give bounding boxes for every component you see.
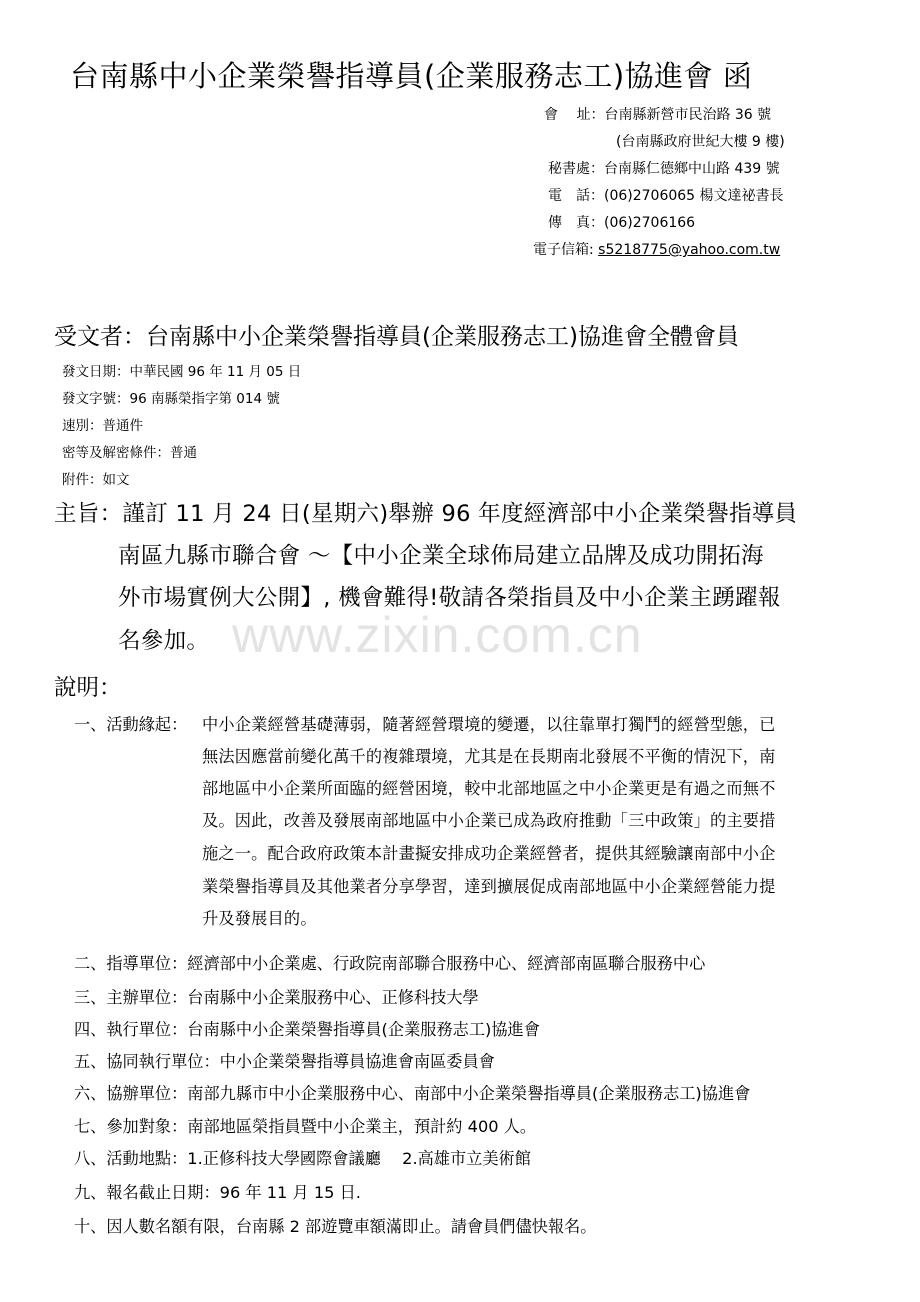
secretariat-row [548, 158, 780, 178]
delivery-speed: 速別：普通件 [62, 418, 143, 434]
item-4: 四、執行單位：台南縣中小企業榮譽指導員(企業服務志工)協進會 [74, 1020, 540, 1039]
fax-label: 傳 真： [548, 215, 604, 231]
email-row [533, 239, 780, 259]
phone-row [548, 185, 784, 205]
item-1-line: 業榮譽指導員及其他業者分享學習，達到擴展促成南部地區中小企業經營能力提 [202, 877, 776, 896]
item-1-line: 及。因此，改善及發展南部地區中小企業已成為政府推動「三中政策」的主要措 [202, 811, 776, 830]
subject-line-4: 名參加。 [118, 628, 210, 654]
item-1-line: 施之一。配合政府政策本計畫擬安排成功企業經營者，提供其經驗讓南部中小企 [202, 844, 776, 863]
item-6: 六、協辦單位：南部九縣市中小企業服務中心、南部中小企業榮譽指導員(企業服務志工)協進會 [74, 1084, 751, 1103]
item-1-label: 一、活動緣起： [74, 715, 188, 734]
address-value: 台南縣新營市民治路 36 號 [604, 107, 772, 123]
watermark-text: www.zixin.com.cn [232, 607, 643, 663]
item-7: 七、參加對象：南部地區榮指員暨中小企業主，預計約 400 人。 [74, 1117, 537, 1136]
secretariat-label: 秘書處： [548, 161, 604, 177]
item-9: 九、報名截止日期：96 年 11 月 15 日. [74, 1183, 361, 1202]
subject-line-1: 主旨：謹訂 11 月 24 日(星期六)舉辦 96 年度經濟部中小企業榮譽指導員 [54, 501, 798, 527]
subject-line-2: 南區九縣市聯合會 ～【中小企業全球佈局建立品牌及成功開拓海 [118, 543, 764, 569]
item-2: 二、指導單位：經濟部中小企業處、行政院南部聯合服務中心、經濟部南區聯合服務中心 [74, 954, 706, 973]
fax-value: (06)2706166 [604, 215, 696, 231]
item-1-line: 部地區中小企業所面臨的經營困境，較中北部地區之中小企業更是有過之而無不 [202, 779, 776, 798]
document-number: 發文字號：96 南縣榮指字第 014 號 [62, 391, 280, 407]
email-label: 電子信箱: [533, 242, 599, 258]
item-5: 五、協同執行單位：中小企業榮譽指導員協進會南區委員會 [74, 1052, 495, 1071]
recipient-line: 受文者：台南縣中小企業榮譽指導員(企業服務志工)協進會全體會員 [54, 324, 739, 350]
item-1-line: 無法因應當前變化萬千的複雜環境，尤其是在長期南北發展不平衡的情況下，南 [202, 747, 776, 766]
secrecy-level: 密等及解密條件：普通 [62, 445, 197, 461]
fax-row [548, 212, 695, 232]
item-1-line: 中小企業經營基礎薄弱，隨著經營環境的變遷，以往靠單打獨鬥的經營型態，已 [202, 715, 776, 734]
address-note: (台南縣政府世紀大樓 9 樓) [616, 134, 785, 150]
address-row [544, 104, 771, 124]
issue-date: 發文日期：中華民國 96 年 11 月 05 日 [62, 364, 302, 380]
phone-value: (06)2706065 楊文達祕書長 [604, 188, 784, 204]
phone-label: 電 話： [548, 188, 604, 204]
address-label: 會 址： [544, 107, 605, 123]
item-1-line: 升及發展目的。 [202, 909, 317, 928]
item-3: 三、主辦單位：台南縣中小企業服務中心、正修科技大學 [74, 988, 479, 1007]
email-link[interactable]: s5218775@yahoo.com.tw [598, 242, 781, 258]
document-title: 台南縣中小企業榮譽指導員(企業服務志工)協進會 函 [70, 59, 753, 93]
item-8: 八、活動地點：1.正修科技大學國際會議廳 2.高雄市立美術館 [74, 1149, 531, 1168]
secretariat-value: 台南縣仁德鄉中山路 439 號 [604, 161, 780, 177]
explanation-heading: 說明： [54, 675, 122, 701]
item-10: 十、因人數名額有限，台南縣 2 部遊覽車額滿即止。請會員們儘快報名。 [74, 1217, 597, 1236]
subject-line-3: 外市場實例大公開】, 機會難得!敬請各榮指員及中小企業主踴躍報 [118, 585, 781, 611]
attachment-note: 附件：如文 [62, 472, 130, 488]
